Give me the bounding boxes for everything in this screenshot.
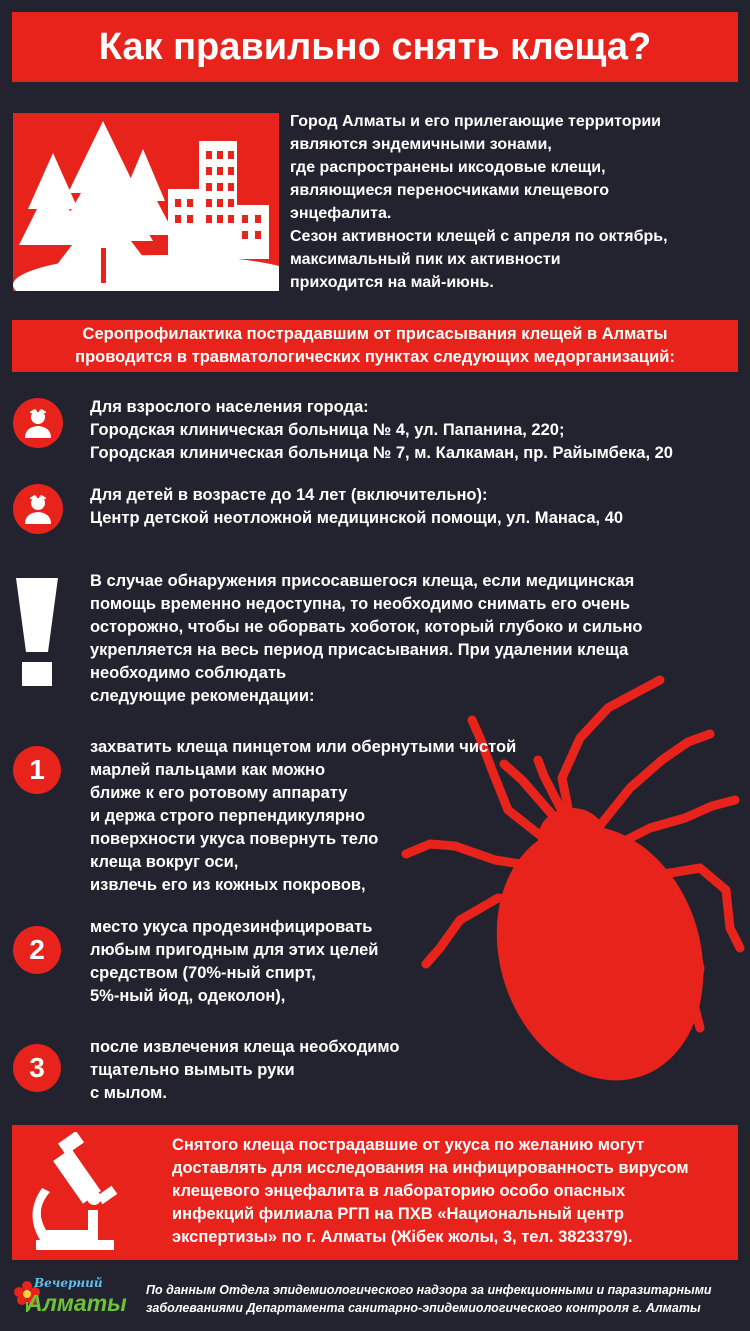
footer-line: По данным Отдела эпидемиологического надзора за инфекционными и паразитарными (146, 1283, 712, 1297)
page-title: Как правильно снять клеща? (12, 12, 738, 82)
step-line: средством (70%-ный спирт, (90, 964, 316, 982)
children-heading: Для детей в возрасте до 14 лет (включительно): (90, 486, 488, 504)
footer-line: заболеваниями Департамента санитарно-эпидемиологического контроля г. Алматы (146, 1301, 701, 1315)
laboratory-text (172, 1134, 732, 1249)
warning-line: осторожно, чтобы не оборвать хоботок, который глубоко и сильно (90, 618, 643, 636)
intro-line: Сезон активности клещей с апреля по октябрь, (290, 228, 668, 245)
microscope-icon (32, 1132, 132, 1252)
warning-line: В случае обнаружения присосавшегося клеща, если медицинская (90, 572, 635, 590)
step-line: тщательно вымыть руки (90, 1061, 295, 1079)
intro-line: являются эндемичными зонами, (290, 136, 552, 153)
warning-line: помощь временно недоступна, то необходимо снимать его очень (90, 595, 631, 613)
hospital-line: Городская клиническая больница № 4, ул. Папанина, 220; (90, 421, 565, 439)
step-number-2: 2 (13, 926, 61, 974)
intro-line: максимальный пик их активности (290, 251, 561, 268)
hospital-line: Городская клиническая больница № 7, м. Калкаман, пр. Райымбека, 20 (90, 444, 673, 462)
source-note (146, 1281, 746, 1317)
step-1-text (90, 736, 516, 897)
hospital-line: Центр детской неотложной медицинской помощи, ул. Манаса, 40 (90, 509, 624, 527)
step-line: после извлечения клеща необходимо (90, 1038, 400, 1056)
step-number-3: 3 (13, 1044, 61, 1092)
step-line: любым пригодным для этих целей (90, 941, 379, 959)
lab-line: экспертизы» по г. Алматы (Жібек жолы, 3, тел. 3823379). (172, 1228, 633, 1246)
step-line: ближе к его ротовому аппарату (90, 784, 348, 802)
sero-line: проводится в травматологических пунктах следующих медорганизаций: (75, 348, 675, 366)
intro-line: являющиеся переносчиками клещевого (290, 182, 609, 199)
trees-and-buildings-icon (13, 113, 279, 291)
step-line: клеща вокруг оси, (90, 853, 239, 871)
logo-bottom-text: Алматы (26, 1290, 127, 1316)
step-line: с мылом. (90, 1084, 167, 1102)
warning-line: укрепляется на весь период присасывания. При удалении клеща (90, 641, 629, 659)
step-3-text (90, 1036, 400, 1105)
step-line: захватить клеща пинцетом или обернутыми чистой (90, 738, 517, 756)
seroprophylaxis-banner (12, 320, 738, 372)
step-2-text (90, 916, 378, 1008)
children-hospitals (90, 484, 623, 530)
doctor-icon (13, 398, 63, 448)
lab-line: клещевого энцефалита в лабораторию особо опасных (172, 1182, 626, 1200)
step-line: место укуса продезинфицировать (90, 918, 373, 936)
step-line: 5%-ный йод, одеколон), (90, 987, 286, 1005)
intro-line: энцефалита. (290, 205, 392, 222)
lab-line: инфекций филиала РГП на ПХВ «Национальный центр (172, 1205, 624, 1223)
step-line: и держа строго перпендикулярно (90, 807, 366, 825)
step-line: марлей пальцами как можно (90, 761, 326, 779)
lab-line: доставлять для исследования на инфицированность вирусом (172, 1159, 689, 1177)
intro-line: где распространены иксодовые клещи, (290, 159, 606, 176)
lab-line: Снятого клеща пострадавшие от укуса по желанию могут (172, 1136, 645, 1154)
intro-line: приходится на май-июнь. (290, 274, 494, 291)
step-line: извлечь его из кожных покровов, (90, 876, 366, 894)
step-number-1: 1 (13, 746, 61, 794)
intro-text (290, 110, 740, 294)
adult-heading: Для взрослого населения города: (90, 398, 369, 416)
adult-hospitals (90, 396, 673, 465)
exclamation-icon (14, 578, 60, 686)
warning-line: следующие рекомендации: (90, 687, 315, 705)
sero-line: Серопрофилактика пострадавшим от присасывания клещей в Алматы (82, 325, 668, 343)
warning-line: необходимо соблюдать (90, 664, 287, 682)
intro-line: Город Алматы и его прилегающие территории (290, 113, 662, 130)
step-line: поверхности укуса повернуть тело (90, 830, 379, 848)
logo-top-text: Вечерний (34, 1276, 103, 1290)
doctor-icon (13, 484, 63, 534)
